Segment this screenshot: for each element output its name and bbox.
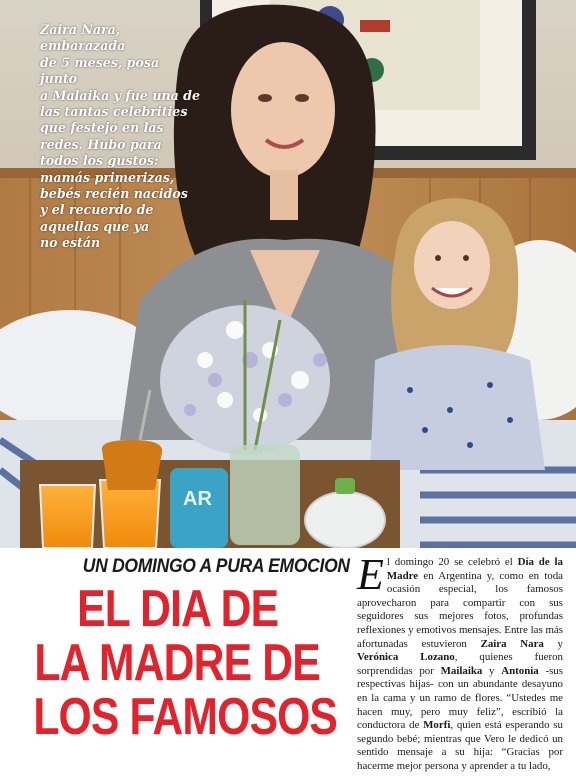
headline-kicker: UN DOMINGO A PURA EMOCION bbox=[82, 556, 350, 577]
article-body: El domingo 20 se celebró el Día de la Madre en Argentina y, como en toda ocasión especial, los famosos aprovecharon para compartir con sus seguidores sus mejores fotos, profundas reflexiones y emotivos mensajes. Entre las más afortunadas estuvieron Zaira Nara y Verónica Lozano, quienes fueron sorprendidas por Mailaika y Antonia -sus respectivas hijas- con un abundante desayuno en la cama y un ramo de flores. “Ustedes me hacen muy, pero muy feliz”, escribió la conductora de Morfi, quien está esperando su segundo bebé; mientras que Vero le dedicó un sentido mensaje a su hija: “Gracias por hacerme mejor persona y aprender a tu lado, bbox=[357, 550, 563, 772]
headline-line-1: EL DIA DE bbox=[76, 580, 279, 638]
mug-text: AR bbox=[183, 488, 212, 510]
drop-cap: E bbox=[357, 550, 384, 599]
headline-line-2: LA MADRE DE bbox=[34, 634, 321, 692]
headline-line-3: LOS FAMOSOS bbox=[33, 688, 338, 746]
photo-caption: Zaira Nara, embarazada de 5 meses, posa junto a Malaika y fue una de las tantas celebrities que festejó en las redes. Hubo para todos los gustos: mamás primerizas, bebés recién nacidos y el recuerdo de aquellas que ya no están bbox=[40, 22, 200, 251]
